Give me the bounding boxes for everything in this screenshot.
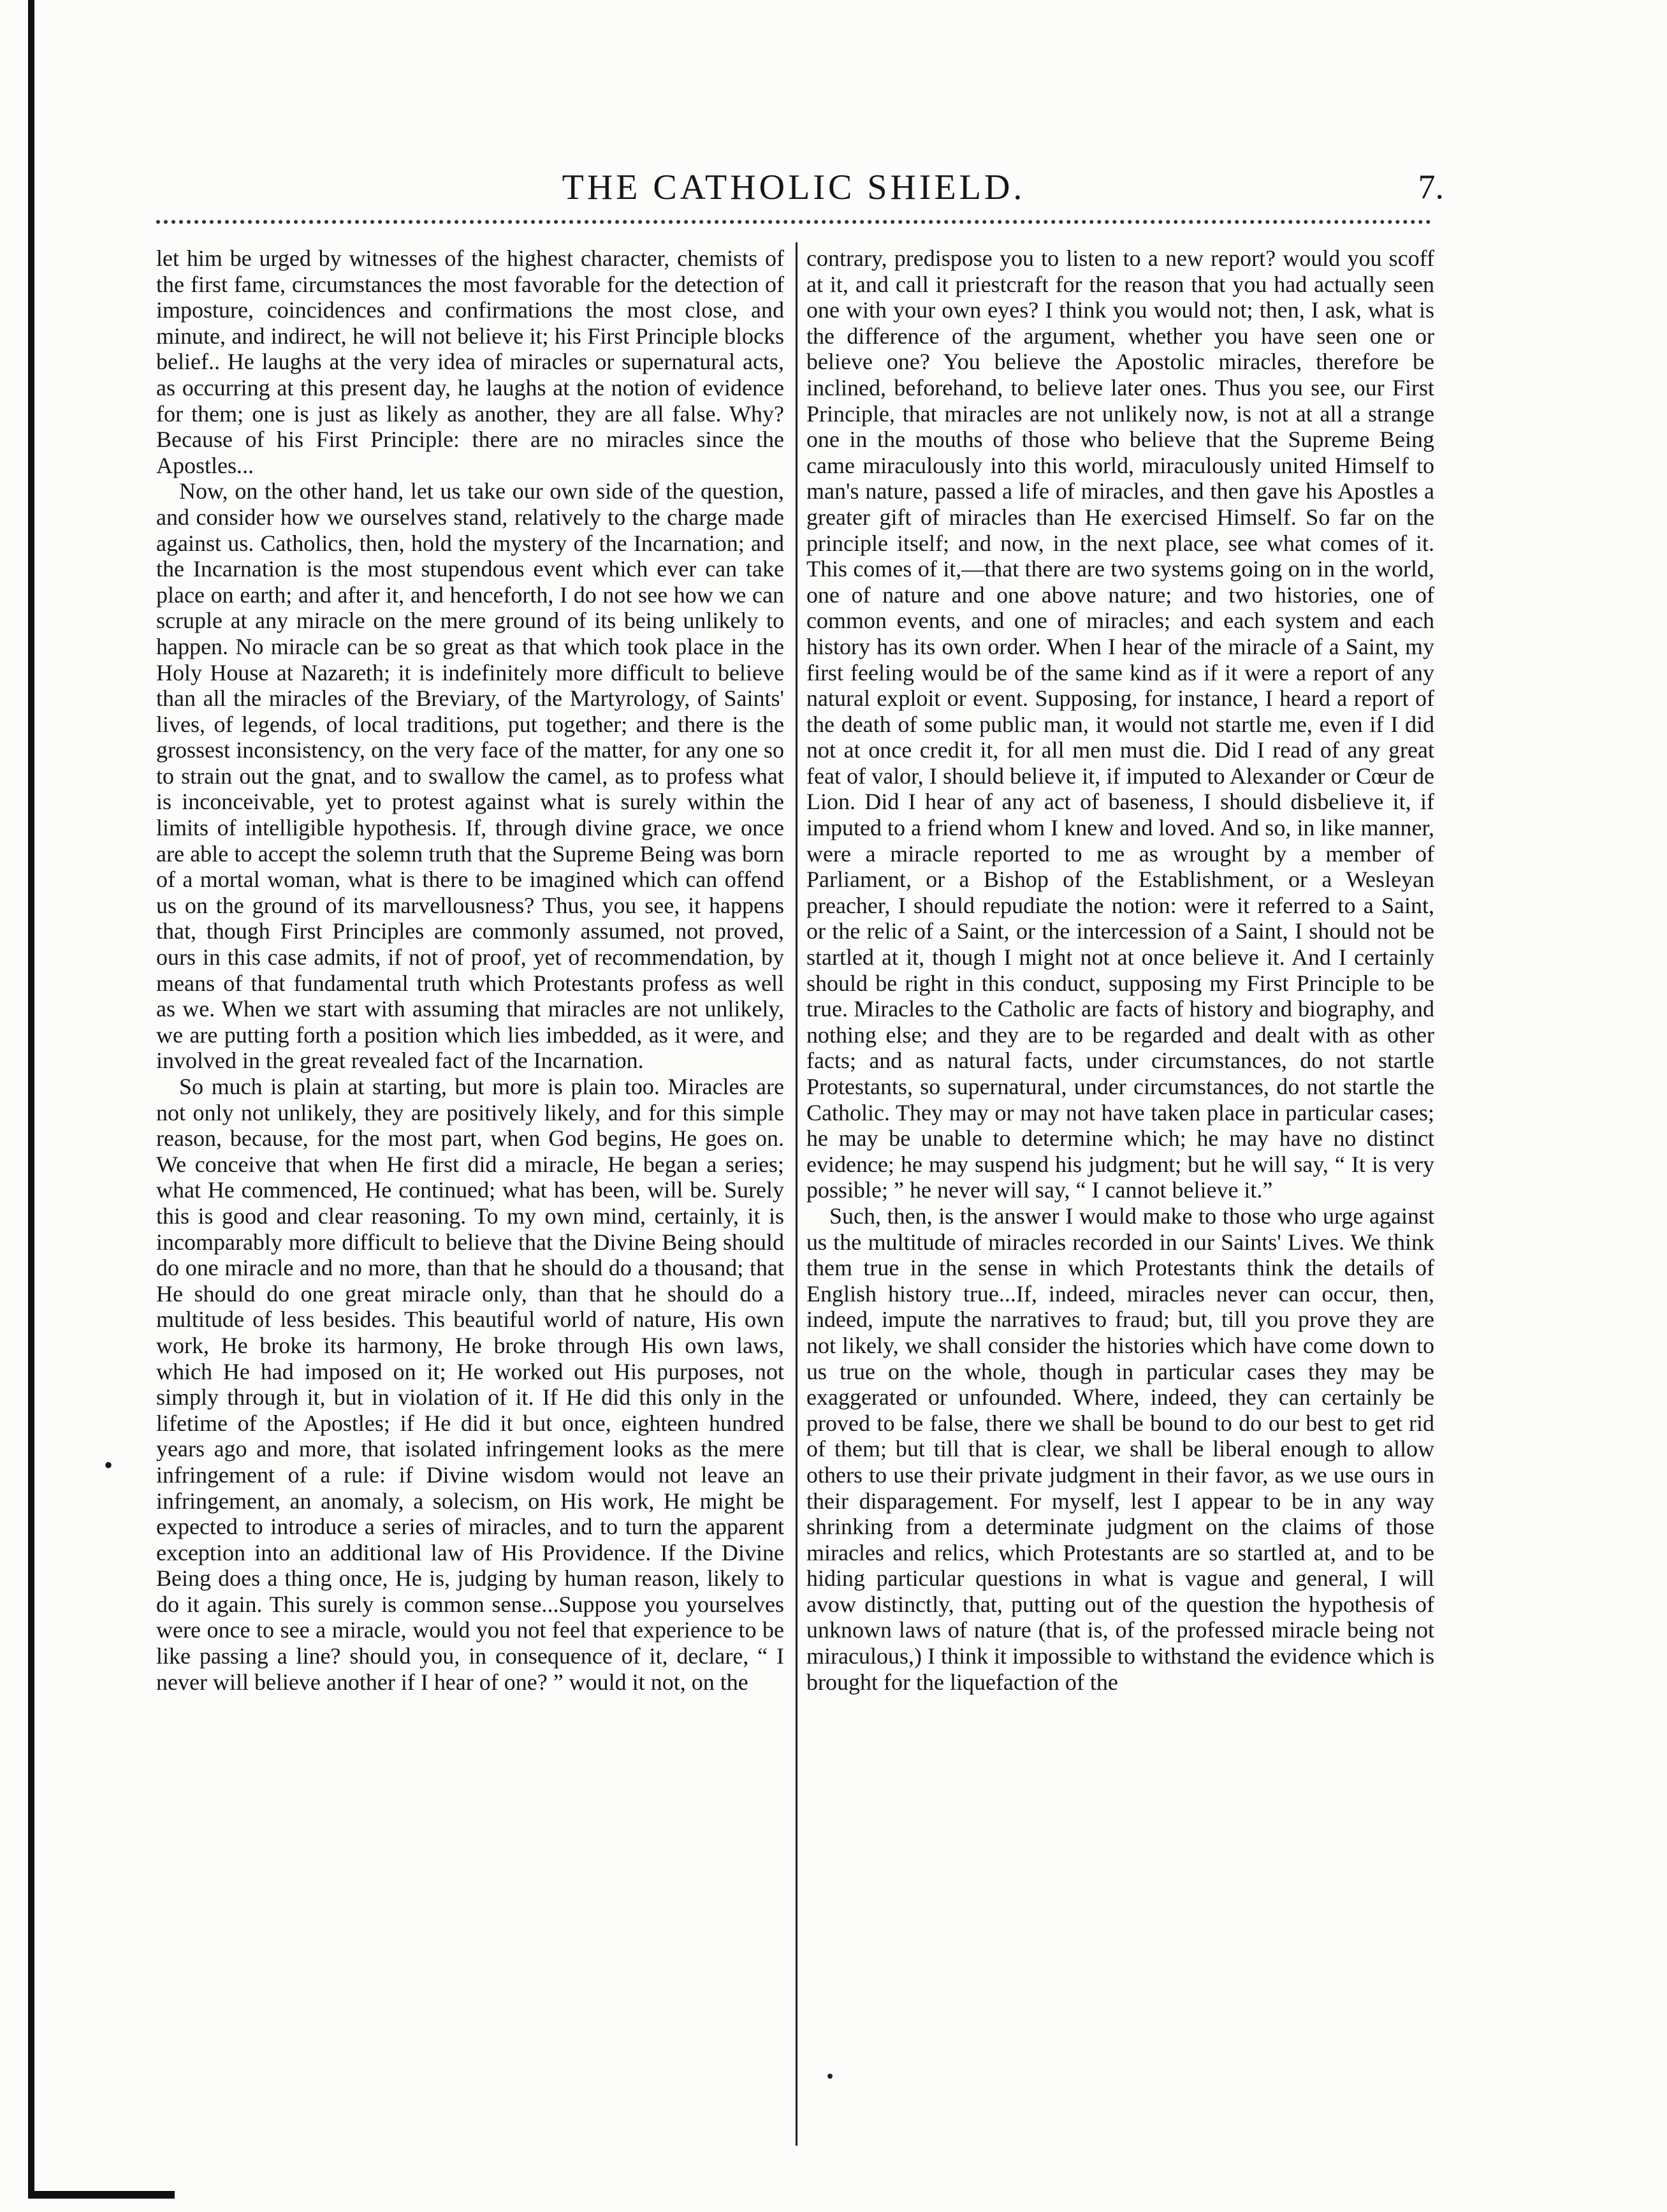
paragraph: Such, then, is the answer I would make to those who urge against us the multitude of miracles recorded in our Saints' Lives. We think them true in the sense in which Protestants think the details of English history true...If, indeed, miracles never can occur, then, indeed, impute the narratives to fraud; but, till you prove they are not likely, we shall consider the histories which have come down to us true on the whole, though in particular cases they may be exaggerated or unfounded. Where, indeed, they can certainly be proved to be false, there we shall be bound to do our best to get rid of them; but till that is clear, we shall be liberal enough to allow others to use their private judgment in their favor, as we use ours in their disparagement. For myself, lest I appear to be in any way shrinking from a determinate judgment on the claims of those miracles and relics, which Protestants are so startled at, and to be hiding particular questions in what is vague and general, I will avow distinctly, that, putting out of the question the hypothesis of unknown laws of nature (that is, of the professed miracle being not miraculous,) I think it impossible to withstand the evidence which is brought for the liquefaction of the [806,1203,1434,1695]
scan-edge-bottom [28,2191,175,2199]
paragraph: contrary, predispose you to listen to a new report? would you scoff at it, and call it priestcraft for the reason that you had actually seen one with your own eyes? I think you would not; then, I ask, what is the difference of the argument, whether you have seen one or believe one? You believe the Apostolic miracles, therefore be inclined, beforehand, to believe later ones. Thus you see, our First Principle, that miracles are not unlikely now, is not at all a strange one in the mouths of those who believe that the Supreme Being came miraculously into this world, miraculously united Himself to man's nature, passed a life of miracles, and then gave his Apostles a greater gift of miracles than He exercised Himself. So far on the principle itself; and now, in the next place, see what comes of it. This comes of it,—that there are two systems going on in the world, one of nature and one above nature; and two histories, one of common events, and one of miracles; and each system and each history has its own order. When I hear of the miracle of a Saint, my first feeling would be of the same kind as if it were a report of any natural exploit or event. Supposing, for instance, I heard a report of the death of some public man, it would not startle me, even if I did not at once credit it, for all men must die. Did I read of any great feat of valor, I should believe it, if imputed to Alexander or Cœur de Lion. Did I hear of any act of baseness, I should disbelieve it, if imputed to a friend whom I knew and loved. And so, in like manner, were a miracle reported to me as wrought by a member of Parliament, or a Bishop of the Establishment, or a Wesleyan preacher, I should repudiate the notion: were it referred to a Saint, or the relic of a Saint, or the intercession of a Saint, I should not be startled at it, though I might not at once believe it. And I certainly should be right in this conduct, supposing my First Principle to be true. Miracles to the Catholic are facts of history and biography, and nothing else; and they are to be regarded and dealt with as other facts; and as natural facts, under circumstances, do not startle Protestants, so supernatural, under circumstances, do not startle the Catholic. They may or may not have taken place in particular cases; he may be unable to determine which; he may have no distinct evidence; he may suspend his judgment; but he will say, “ It is very possible; ” he never will say, “ I cannot believe it.” [806,245,1434,1203]
margin-mark: • [104,1451,113,1479]
column-divider [796,242,797,2146]
page-header [156,167,1444,207]
paragraph: Now, on the other hand, let us take our own side of the question, and consider how we ourselves stand, relatively to the charge made against us. Catholics, then, hold the mystery of the Incarnation; and the Incarnation is the most stupendous event which ever can take place on earth; and after it, and henceforth, I do not see how we can scruple at any miracle on the mere ground of its being unlikely to happen. No miracle can be so great as that which took place in the Holy House at Nazareth; it is indefinitely more difficult to believe than all the miracles of the Breviary, of the Martyrology, of Saints' lives, of legends, of local traditions, put together; and there is the grossest inconsistency, on the very face of the matter, for any one so to strain out the gnat, and to swallow the camel, as to profess what is inconceivable, yet to protest against what is surely within the limits of intelligible hypothesis. If, through divine grace, we once are able to accept the solemn truth that the Supreme Being was born of a mortal woman, what is there to be imagined which can offend us on the ground of its marvellousness? Thus, you see, it happens that, though First Principles are commonly assumed, not proved, ours in this case admits, if not of proof, yet of recommendation, by means of that fundamental truth which Protestants profess as well as we. When we start with assuming that miracles are not unlikely, we are putting forth a position which lies imbedded, as it were, and involved in the great revealed fact of the Incarnation. [156,478,784,1074]
footer-dot [827,2074,833,2079]
page-number: 7. [1418,168,1444,206]
running-title: THE CATHOLIC SHIELD. [562,168,1026,207]
right-column [806,245,1434,2146]
paragraph: let him be urged by witnesses of the highest character, chemists of the first fame, circumstances the most favorable for the detection of imposture, coincidences and confirmations the most close, and minute, and indirect, he will not believe it; his First Principle blocks belief.. He laughs at the very idea of miracles or supernatural acts, as occurring at this present day, he laughs at the notion of evidence for them; one is just as likely as another, they are all false. Why? Because of his First Principle: there are no miracles since the Apostles... [156,245,784,478]
paragraph: So much is plain at starting, but more is plain too. Miracles are not only not unlikely, they are positively likely, and for this simple reason, because, for the most part, when God begins, He goes on. We conceive that when He first did a miracle, He began a series; what He commenced, He continued; what has been, will be. Surely this is good and clear reasoning. To my own mind, certainly, it is incomparably more difficult to believe that the Divine Being should do one miracle and no more, than that he should do a thousand; that He should do one great miracle only, than that he should do a multitude of less besides. This beautiful world of nature, His own work, He broke its harmony, He broke through His own laws, which He had imposed on it; He worked out His purposes, not simply through it, but in violation of it. If He did this only in the lifetime of the Apostles; if He did it but once, eighteen hundred years ago and more, that isolated infringement looks as the mere infringement of a rule: if Divine wisdom would not leave an infringement, an anomaly, a solecism, on His work, He might be expected to introduce a series of miracles, and to turn the apparent exception into an additional law of His Providence. If the Divine Being does a thing once, He is, judging by human reason, likely to do it again. This surely is common sense...Suppose you yourselves were once to see a miracle, would you not feel that experience to be like passing a line? should you, in consequence of it, declare, “ I never will believe another if I hear of one? ” would it not, on the [156,1074,784,1695]
header-rule [156,220,1431,224]
scan-edge-left [28,0,34,2194]
left-column [156,245,784,2146]
